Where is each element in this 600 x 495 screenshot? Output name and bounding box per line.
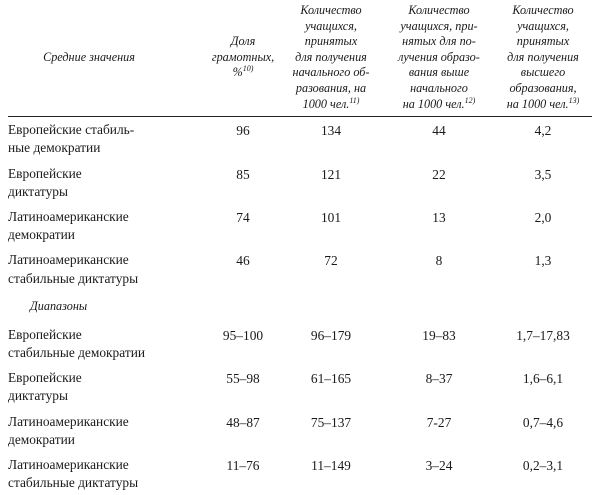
table-cell: 96: [236, 123, 250, 139]
column-header-line: для получения: [295, 49, 367, 64]
table-row: [8, 247, 592, 290]
column-header-line: Средние значения: [43, 49, 135, 64]
column-header-line: Количество: [300, 3, 362, 17]
row-label-line: демократии: [8, 227, 75, 243]
column-header-line: на 1000 чел.: [506, 96, 569, 111]
table-cell: 44: [432, 123, 446, 139]
row-label-line: стабильные диктатуры: [8, 475, 139, 491]
column-header-line: лучения образо-: [398, 49, 480, 64]
footnote-ref: 13): [568, 95, 580, 105]
table-cell: 48–87: [226, 414, 260, 430]
table-row: [8, 204, 592, 247]
table-cell: 85: [236, 166, 250, 182]
row-label-line: Европейские стабиль-: [8, 122, 135, 138]
row-label-line: стабильные диктатуры: [8, 270, 139, 286]
row-label-line: ные демократии: [8, 140, 101, 156]
table-row: [8, 409, 592, 452]
table-cell: 1,7–17,83: [516, 327, 570, 343]
column-header-line: начального: [410, 80, 468, 95]
row-label: [8, 322, 208, 365]
table-cell: 72: [324, 253, 338, 269]
row-label: [8, 365, 208, 408]
table-row: [8, 161, 592, 204]
table-cell: 7-27: [426, 414, 452, 430]
table-cell: 2,0: [534, 209, 552, 225]
column-header-line: Количество: [512, 3, 574, 17]
column-header-line: нятых для по-: [402, 34, 476, 49]
column-header-3: [384, 0, 494, 117]
table-cell: 0,2–3,1: [522, 458, 564, 473]
column-header-line: принятых: [304, 34, 358, 49]
footnote-ref: 11): [349, 95, 360, 105]
column-header-line: образования,: [509, 80, 577, 95]
row-label-line: Латиноамериканские: [8, 208, 129, 224]
table-cell: 55–98: [226, 371, 260, 387]
footnote-ref: 12): [464, 95, 476, 105]
table-cell: 1,3: [534, 253, 552, 269]
column-header-line: учащихся,: [305, 18, 357, 33]
column-header-line: Количество: [408, 3, 470, 17]
table-row: [8, 452, 592, 495]
column-header-line: учащихся,: [517, 18, 569, 33]
table-cell: 13: [432, 209, 446, 225]
row-label: [8, 409, 208, 452]
column-header-line: вания выше: [408, 65, 470, 80]
row-label-line: стабильные демократии: [8, 344, 146, 360]
row-label-line: Европейские: [8, 165, 82, 181]
column-header-line: на 1000 чел.: [402, 96, 465, 111]
literacy-education-table: [8, 0, 592, 495]
table-header: [8, 0, 592, 117]
column-header-line: %: [232, 65, 243, 80]
section-label: Диапазоны: [30, 298, 88, 313]
table-row: [8, 117, 592, 161]
row-label-line: Латиноамериканские: [8, 457, 129, 472]
column-header-line: учащихся, при-: [400, 18, 478, 33]
table-body: [8, 117, 592, 495]
table-cell: 22: [432, 166, 446, 182]
column-header-0: [8, 0, 208, 117]
row-label-line: Латиноамериканские: [8, 252, 129, 268]
table-row: [8, 365, 592, 408]
table-cell: 1,6–6,1: [522, 371, 564, 387]
row-label-line: Латиноамериканские: [8, 413, 129, 429]
table-row: [8, 322, 592, 365]
row-label: [8, 452, 208, 495]
table-cell: 61–165: [310, 371, 352, 387]
row-label: [8, 117, 208, 161]
table-cell: 19–83: [422, 327, 456, 343]
table-cell: 4,2: [534, 123, 552, 139]
table-cell: 101: [320, 209, 342, 225]
row-label-line: диктатуры: [8, 183, 68, 199]
row-label: [8, 161, 208, 204]
column-header-1: [208, 0, 278, 117]
column-header-line: 1000 чел.: [302, 96, 350, 111]
table-cell: 96–179: [310, 327, 352, 343]
table-cell: 3–24: [425, 458, 453, 473]
table-cell: 134: [320, 123, 342, 139]
column-header-line: высшего: [520, 65, 566, 80]
table-cell: 3,5: [534, 166, 552, 182]
table-cell: 11–149: [311, 458, 351, 473]
section-row: [8, 291, 592, 322]
table-cell: 121: [320, 166, 342, 182]
column-header-line: для получения: [507, 49, 579, 64]
row-label-line: диктатуры: [8, 388, 68, 404]
table-cell: 8: [435, 253, 443, 269]
table-cell: 95–100: [222, 327, 264, 343]
column-header-2: [278, 0, 384, 117]
column-header-line: грамотных,: [211, 49, 275, 64]
row-label-line: Европейские: [8, 370, 82, 386]
column-header-line: Доля: [230, 34, 256, 49]
header-row: [8, 0, 592, 117]
column-header-4: [494, 0, 592, 117]
table-cell: 74: [236, 209, 250, 225]
table-cell: 75–137: [310, 414, 352, 430]
row-label-line: Европейские: [8, 326, 82, 342]
column-header-line: разования, на: [295, 80, 367, 95]
column-header-line: принятых: [516, 34, 570, 49]
footnote-ref: 10): [242, 64, 254, 74]
row-label-line: демократии: [8, 431, 75, 447]
column-header-line: начального об-: [292, 65, 370, 80]
table-cell: 11–76: [226, 458, 260, 473]
row-label: [8, 247, 208, 290]
table-cell: 0,7–4,6: [522, 414, 564, 430]
table-cell: 8–37: [425, 371, 453, 387]
row-label: [8, 204, 208, 247]
table-cell: 46: [236, 253, 250, 269]
